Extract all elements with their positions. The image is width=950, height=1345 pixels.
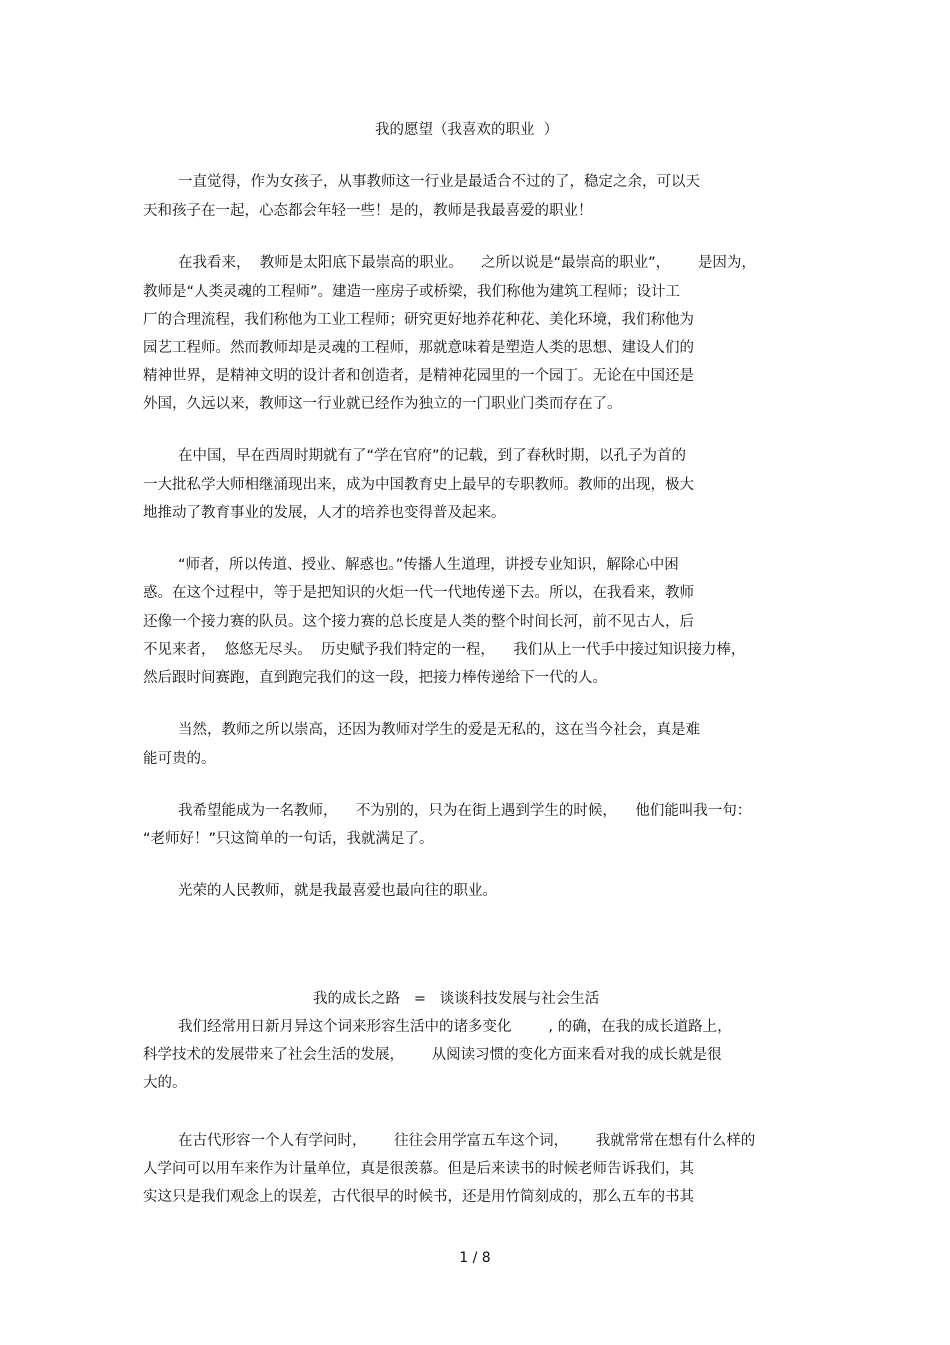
paragraph-line: 科学技术的发展带来了社会生活的发展， 从阅读习惯的变化方面来看对我的成长就是很 [143, 1047, 722, 1063]
paragraph-line: 在我看来， 教师是太阳底下最崇高的职业。 之所以说是“最崇高的职业”， 是因为， [178, 255, 756, 271]
paragraph-line: “师者，所以传道、授业、解惑也。”传播人生道理，讲授专业知识，解除心中困 [178, 557, 679, 573]
paragraph-line: 我们经常用日新月异这个词来形容生活中的诸多变化 , 的确，在我的成长道路上， [178, 1019, 732, 1035]
paragraph-line: 外国，久远以来，教师这一行业就已经作为独立的一门职业门类而存在了。 [143, 396, 622, 412]
paragraph-line: 光荣的人民教师，就是我最喜爱也最向往的职业。 [178, 883, 497, 899]
paragraph-line: 地推动了教育事业的发展，人才的培养也变得普及起来。 [143, 505, 506, 521]
paragraph-line: 精神世界，是精神文明的设计者和创造者，是精神花园里的一个园丁。无论在中国还是 [143, 368, 694, 384]
paragraph-line: 大的。 [143, 1075, 187, 1091]
paragraph-line: 一大批私学大师相继涌现出来，成为中国教育史上最早的专职教师。教师的出现，极大 [143, 477, 694, 493]
paragraph-line: 教师是“人类灵魂的工程师”。建造一座房子或桥梁，我们称他为建筑工程师；设计工 [143, 284, 681, 300]
essay-title-2: 我的成长之路 = 谈谈科技发展与社会生活 [313, 991, 600, 1007]
paragraph-line: 在中国，早在西周时期就有了“学在官府”的记载，到了春秋时期，以孔子为首的 [178, 448, 687, 464]
paragraph-line: 不见来者， 悠悠无尽头。 历史赋予我们特定的一程， 我们从上一代手中接过知识接力棒， [143, 642, 746, 658]
paragraph-line: 一直觉得，作为女孩子，从事教师这一行业是最适合不过的了，稳定之余，可以天 [178, 174, 700, 190]
paragraph-line: 人学问可以用车来作为计量单位，真是很羡慕。但是后来读书的时候老师告诉我们，其 [143, 1161, 694, 1177]
essay-title-1: 我的愿望（我喜欢的职业 ） [375, 122, 559, 138]
paragraph-line: “老师好！”只这简单的一句话，我就满足了。 [143, 831, 434, 847]
paragraph-line: 天和孩子在一起，心态都会年轻一些！是的，教师是我最喜爱的职业！ [143, 203, 593, 219]
paragraph-line: 厂的合理流程，我们称他为工业工程师；研究更好地养花种花、美化环境，我们称他为 [143, 312, 694, 328]
paragraph-line: 当然，教师之所以崇高，还因为教师对学生的爱是无私的，这在当今社会，真是难 [178, 722, 700, 738]
paragraph-line: 园艺工程师。然而教师却是灵魂的工程师，那就意味着是塑造人类的思想、建设人们的 [143, 340, 694, 356]
paragraph-line: 在古代形容一个人有学问时， 往往会用学富五车这个词， 我就常常在想有什么样的 [178, 1133, 756, 1149]
paragraph-line: 还像一个接力赛的队员。这个接力赛的总长度是人类的整个时间长河，前不见古人，后 [143, 614, 694, 630]
paragraph-line: 实这只是我们观念上的误差，古代很早的时候书，还是用竹简刻成的，那么五车的书其 [143, 1189, 694, 1205]
page-number: 1 / 8 [459, 1250, 491, 1266]
paragraph-line: 能可贵的。 [143, 751, 216, 767]
paragraph-line: 惑。在这个过程中，等于是把知识的火炬一代一代地传递下去。所以，在我看来，教师 [143, 585, 694, 601]
paragraph-line: 然后跟时间赛跑，直到跑完我们的这一段，把接力棒传递给下一代的人。 [143, 670, 607, 686]
paragraph-line: 我希望能成为一名教师， 不为别的，只为在街上遇到学生的时候， 他们能叫我一句： [178, 803, 752, 819]
